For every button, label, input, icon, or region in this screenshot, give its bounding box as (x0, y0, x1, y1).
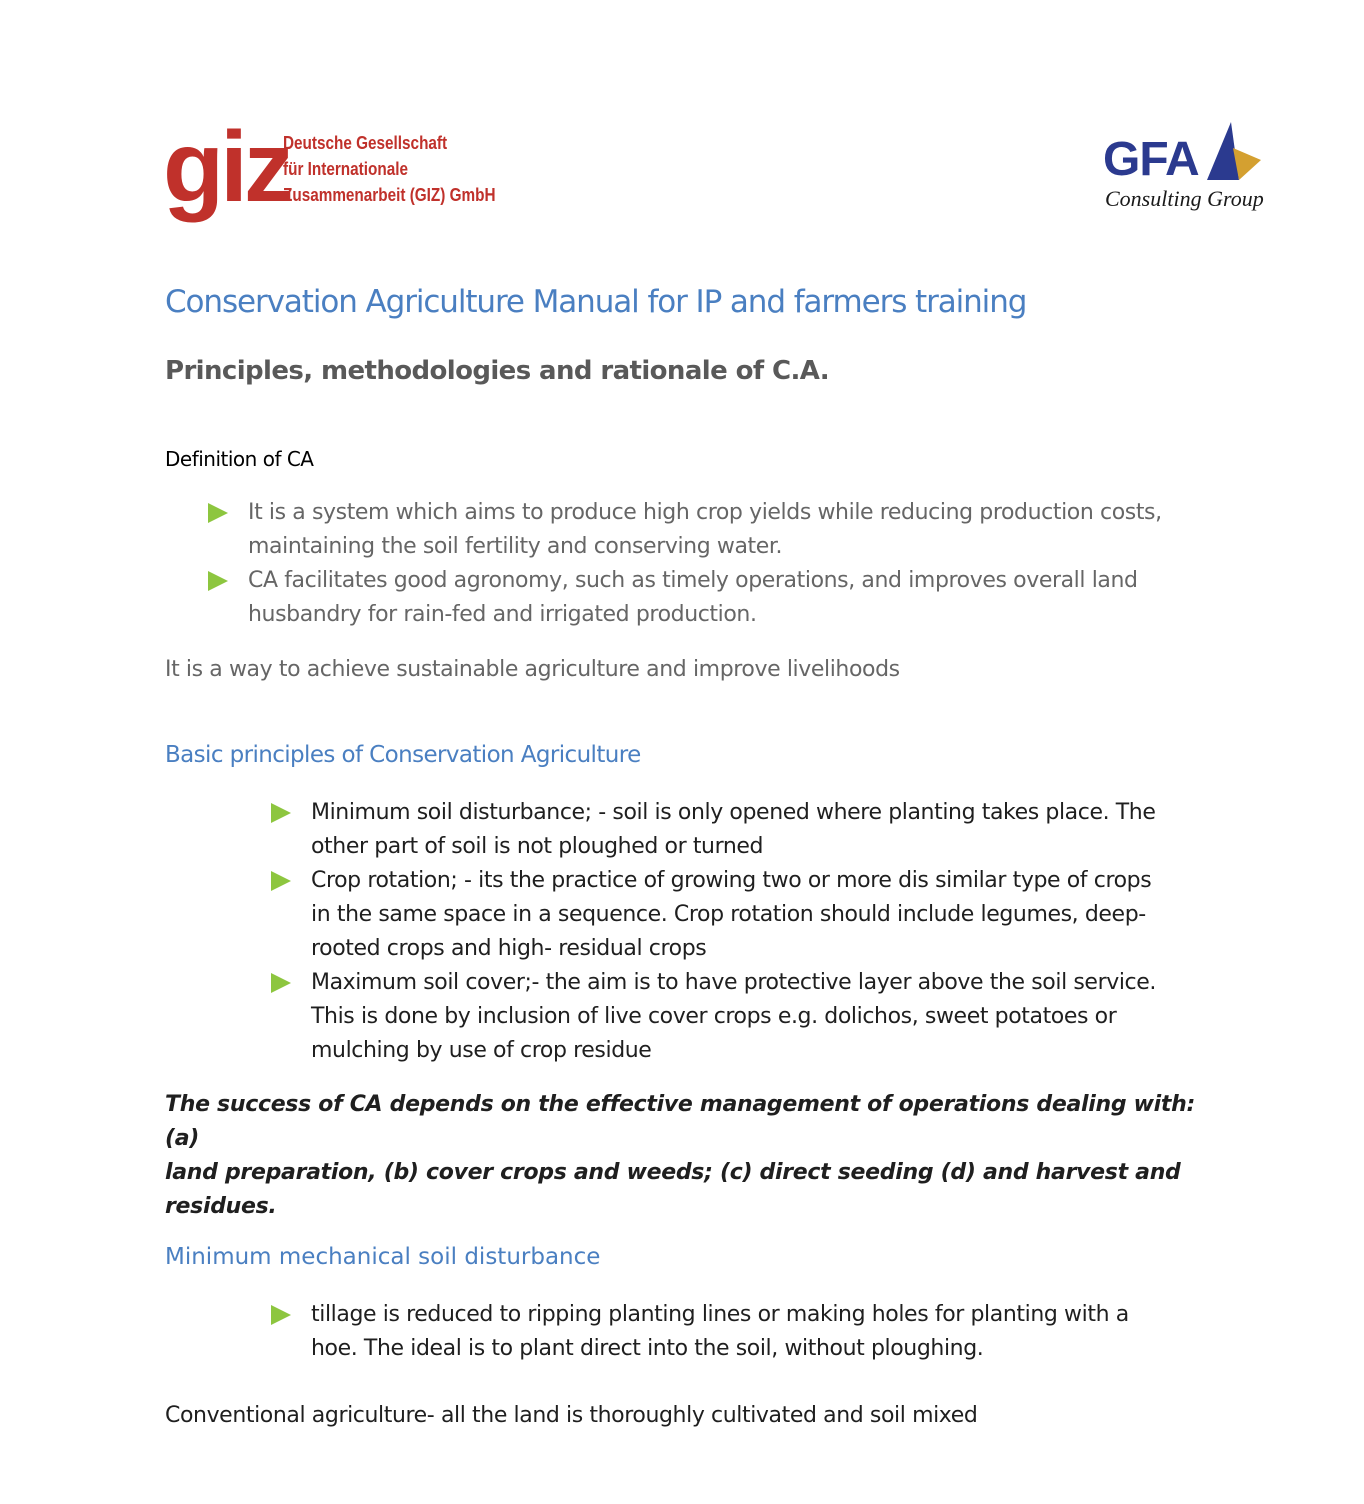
conventional-agriculture-text: Conventional agriculture- all the land is thoroughly cultivated and soil mixed (165, 1403, 978, 1428)
success-note-line: residues. (165, 1194, 277, 1219)
bullet-line: hoe. The ideal is to plant direct into the soil, without ploughing. (311, 1336, 984, 1361)
bullet-line: This is done by inclusion of live cover crops e.g. dolichos, sweet potatoes or (311, 1004, 1117, 1029)
bullet-line: mulching by use of crop residue (311, 1038, 652, 1063)
gfa-triangle-icon (1203, 120, 1265, 182)
list-item (208, 564, 1162, 632)
list-item (208, 496, 1162, 564)
giz-logo-line: Deutsche Gesellschaft (283, 133, 448, 153)
gfa-logo-subtitle: Consulting Group (1105, 186, 1264, 211)
list-item (271, 1298, 1129, 1366)
triangle-bullet-icon (271, 973, 291, 993)
document-title: Conservation Agriculture Manual for IP and farmers training (165, 284, 1027, 320)
bullet-line: Crop rotation; - its the practice of growing two or more dis similar type of crops (311, 868, 1152, 893)
bullet-line: CA facilitates good agronomy, such as timely operations, and improves overall land (248, 568, 1138, 593)
triangle-bullet-icon (271, 803, 291, 823)
gfa-logo (1103, 120, 1273, 230)
success-note-line: The success of CA depends on the effective management of operations dealing with: (a) (165, 1092, 1195, 1151)
bullet-line: Maximum soil cover;- the aim is to have protective layer above the soil service. (311, 970, 1156, 995)
giz-logo-text (283, 130, 496, 208)
triangle-bullet-icon (271, 871, 291, 891)
gfa-logo-word: GFA (1103, 133, 1199, 186)
list-item (271, 796, 1156, 864)
giz-logo-line: für Internationale (283, 159, 408, 179)
list-item (271, 966, 1156, 1068)
definition-bullet-list (208, 496, 1162, 632)
success-note (165, 1088, 1205, 1224)
bullet-line: rooted crops and high- residual crops (311, 936, 707, 961)
min-disturbance-heading: Minimum mechanical soil disturbance (165, 1244, 601, 1270)
success-note-line: land preparation, (b) cover crops and weeds; (c) direct seeding (d) and harvest and (165, 1160, 1181, 1185)
bullet-line: tillage is reduced to ripping planting lines or making holes for planting with a (311, 1302, 1129, 1327)
triangle-bullet-icon (208, 571, 228, 591)
definition-heading: Definition of CA (165, 447, 314, 471)
giz-logo-line: Zusammenarbeit (GIZ) GmbH (283, 185, 496, 205)
bullet-line: husbandry for rain-fed and irrigated production. (248, 602, 757, 627)
min-disturbance-bullet-list (271, 1298, 1129, 1366)
basic-principles-heading: Basic principles of Conservation Agriculture (165, 742, 641, 768)
list-item (271, 864, 1156, 966)
bullet-line: maintaining the soil fertility and conserving water. (248, 534, 783, 559)
triangle-bullet-icon (271, 1305, 291, 1325)
document-subtitle: Principles, methodologies and rationale of C.A. (165, 356, 830, 386)
bullet-line: in the same space in a sequence. Crop rotation should include legumes, deep- (311, 902, 1146, 927)
bullet-line: It is a system which aims to produce high crop yields while reducing production costs, (248, 500, 1162, 525)
triangle-bullet-icon (208, 503, 228, 523)
giz-logo-word: giz (163, 111, 290, 223)
basic-principles-bullet-list (271, 796, 1156, 1068)
bullet-line: other part of soil is not ploughed or turned (311, 834, 764, 859)
bullet-line: Minimum soil disturbance; - soil is only opened where planting takes place. The (311, 800, 1156, 825)
giz-logo (163, 108, 503, 238)
definition-closing: It is a way to achieve sustainable agriculture and improve livelihoods (165, 657, 900, 682)
